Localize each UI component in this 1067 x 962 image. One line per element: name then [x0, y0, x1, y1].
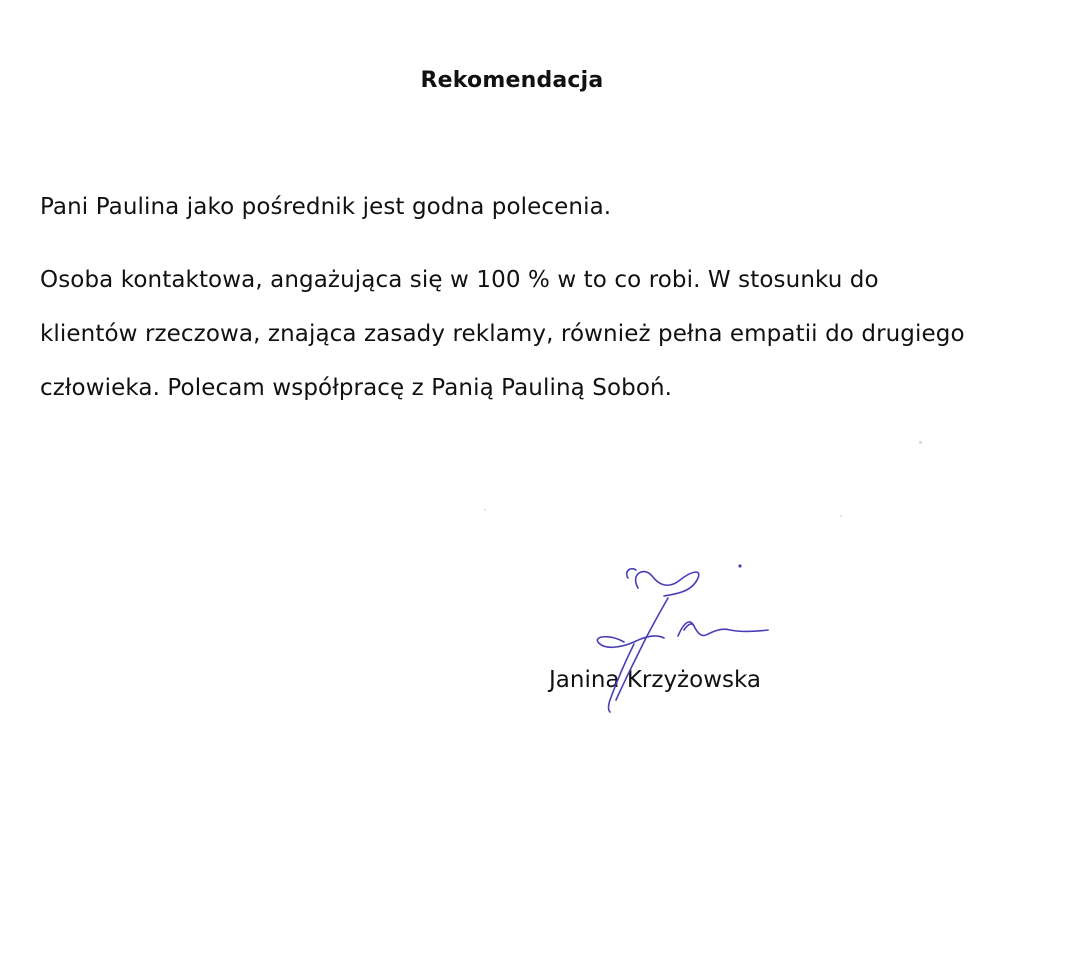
document-title: Rekomendacja	[420, 68, 604, 93]
signature-dot	[738, 564, 741, 567]
paper-speck	[919, 441, 922, 444]
paper-speck	[840, 515, 842, 517]
paragraph-details-line-3: człowieka. Polecam współpracę z Panią Pauliną Soboń.	[40, 375, 673, 401]
handwritten-signature	[580, 550, 780, 720]
paper-speck	[484, 509, 486, 511]
paragraph-details	[40, 253, 1020, 415]
paragraph-intro	[40, 180, 1020, 234]
signer-name: Janina Krzyżowska	[549, 667, 761, 693]
paragraph-intro-text: Pani Paulina jako pośrednik jest godna polecenia.	[40, 194, 612, 220]
paragraph-details-line-2: klientów rzeczowa, znająca zasady reklamy, również pełna empatii do drugiego	[40, 321, 965, 347]
paragraph-details-line-1: Osoba kontaktowa, angażująca się w 100 % w to co robi. W stosunku do	[40, 267, 879, 293]
